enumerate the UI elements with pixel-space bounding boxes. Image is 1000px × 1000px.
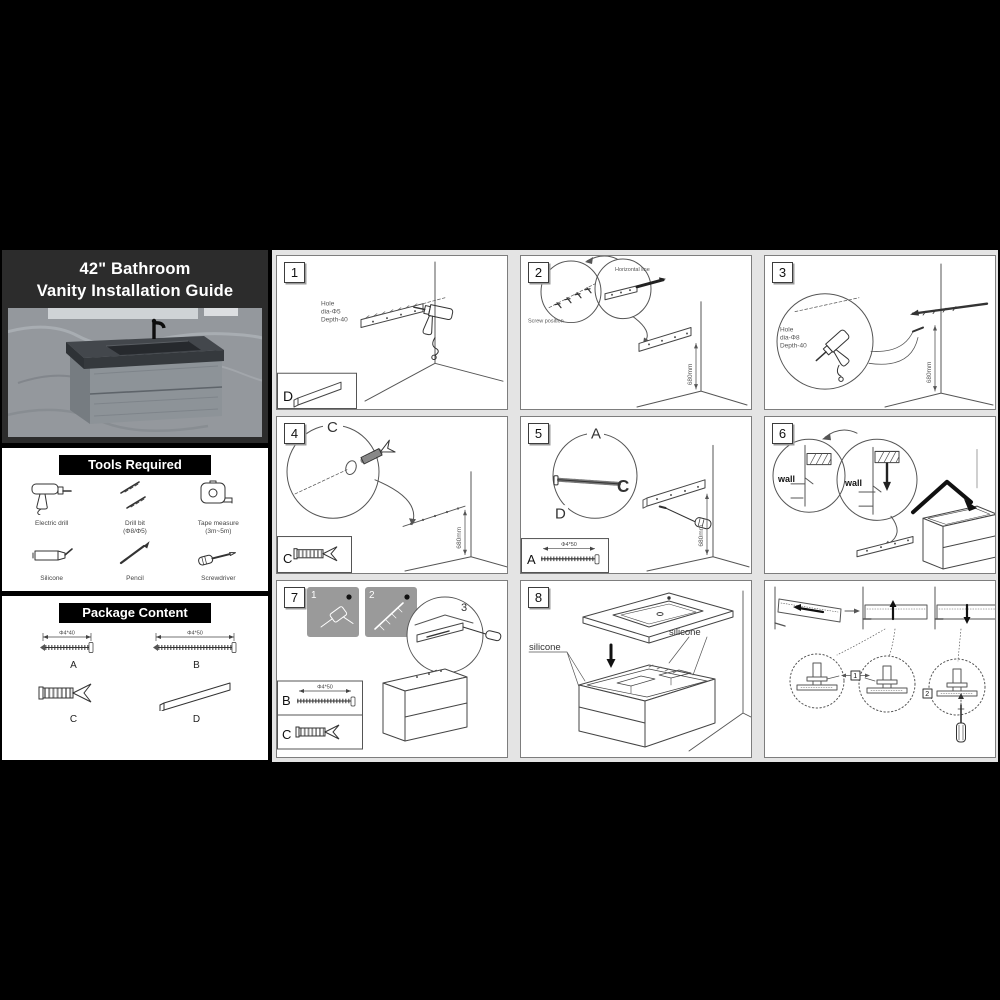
screwdriver-icon <box>195 536 241 570</box>
package-item-label: D <box>192 714 201 725</box>
strip-d-label: D <box>555 505 566 523</box>
rail-detail-circle-3 <box>929 659 985 715</box>
wall-label-2: wall <box>845 477 862 488</box>
installation-steps-grid <box>272 250 998 762</box>
mounting-strip-icon <box>142 677 252 711</box>
screw-b-icon <box>142 627 252 657</box>
height-dimension-label: 680mm <box>698 524 705 547</box>
part-b-dimension: Φ4*50 <box>317 684 333 691</box>
drill-icon <box>812 329 862 382</box>
hole-note-line3: Depth-40 <box>321 316 348 324</box>
step-5-panel <box>520 416 752 574</box>
height-dimension-label: 680mm <box>456 526 463 549</box>
page-title-line1: 42" Bathroom <box>79 260 191 278</box>
step-4-illustration <box>277 417 507 573</box>
place-arrow <box>607 645 616 668</box>
tool-sublabel: (Φ8/Φ5) <box>123 528 147 536</box>
package-item-d <box>135 677 258 725</box>
part-c-inset <box>278 537 352 573</box>
step-1-illustration <box>277 256 507 409</box>
wall-corner <box>885 264 993 407</box>
adjust-tag-1-label: 1 <box>853 673 858 680</box>
step-2-panel <box>520 255 752 410</box>
wall-corner <box>365 262 503 401</box>
screw-a-icon <box>19 627 129 657</box>
anchor-circle-label: C <box>327 419 338 437</box>
height-dimension <box>463 510 467 555</box>
step-7-panel <box>276 580 508 758</box>
tool-item-electric-drill <box>10 477 93 536</box>
wall-bracket <box>643 480 705 508</box>
package-content-header: Package Content <box>59 603 211 623</box>
screw-a-dimension: Φ4*40 <box>58 630 75 637</box>
hole-note-line1: Hole <box>321 300 335 308</box>
step-8-panel <box>520 580 752 758</box>
tool-label: Electric drill <box>35 520 69 527</box>
height-dimension-label: 680mm <box>686 363 695 386</box>
step-4-panel <box>276 416 508 574</box>
horizontal-line-label: Horizontal line <box>615 266 650 273</box>
hole-note-line2: dia-Φ8 <box>780 334 800 342</box>
hole-note-line3: Depth-40 <box>780 342 807 350</box>
electric-drill-icon <box>29 477 75 515</box>
rail-detail-circle-2 <box>859 656 915 712</box>
package-item-a <box>12 627 135 671</box>
wall-anchor-icon <box>19 677 129 711</box>
drill-bit-icon <box>112 477 158 515</box>
product-photo <box>8 308 262 437</box>
leader-line-2 <box>869 337 918 364</box>
height-dimension <box>933 326 937 392</box>
drill-bit-in-wall <box>910 304 987 332</box>
step-3-panel <box>764 255 996 410</box>
cabinet <box>579 665 715 747</box>
step-9-illustration <box>765 581 995 757</box>
part-a-dimension: Φ4*50 <box>561 542 577 549</box>
rail-detail-circle-1 <box>790 654 844 708</box>
tool-item-screwdriver <box>177 536 260 583</box>
part-b-label: B <box>282 693 291 708</box>
sink-top <box>583 593 733 643</box>
pencil-icon <box>112 536 158 570</box>
part-b-inset <box>278 681 363 715</box>
step-number: 6 <box>772 423 793 444</box>
page-title-line2: Vanity Installation Guide <box>36 281 234 300</box>
tool-item-drill-bit <box>93 477 176 536</box>
package-item-label: C <box>69 714 78 725</box>
wall-label-1: wall <box>778 473 795 484</box>
package-content-panel <box>2 596 268 760</box>
screwdriver-icon <box>957 693 966 742</box>
tool-label: Screwdriver <box>201 575 236 583</box>
step-5-illustration <box>521 417 751 573</box>
step-3-illustration <box>765 256 995 409</box>
inset-1-tag: 1 <box>311 590 317 601</box>
circle-3-tag: 3 <box>461 602 468 614</box>
package-item-c <box>12 677 135 725</box>
height-dimension-label: 680mm <box>925 361 934 384</box>
cabinet <box>383 669 467 741</box>
package-items <box>2 625 268 725</box>
vanity-photo-illustration <box>8 308 262 437</box>
anchor-icon <box>360 440 395 466</box>
fasten-detail-circle <box>407 597 502 673</box>
step-6-panel <box>764 416 996 574</box>
hang-arrow <box>913 482 977 512</box>
silicone-label-left: silicone <box>529 642 561 653</box>
page-title <box>2 250 268 303</box>
tool-label: Drill bit <box>125 520 145 527</box>
tools-list <box>2 477 268 583</box>
leader-arrow <box>633 317 647 342</box>
step-7-illustration <box>277 581 507 757</box>
leader-arrow <box>887 516 897 544</box>
hole-note-line1: Hole <box>780 326 794 334</box>
tool-item-tape-measure <box>177 477 260 536</box>
screw-b-dimension: Φ4*50 <box>186 630 203 637</box>
step-number: 5 <box>528 423 549 444</box>
screw-position-label: Screw position <box>528 318 564 325</box>
wall-bracket <box>857 537 913 557</box>
tape-measure-icon <box>195 477 241 515</box>
silicone-icon <box>29 536 75 570</box>
tool-label: Pencil <box>126 575 144 583</box>
package-item-label: A <box>70 660 77 671</box>
title-panel <box>2 250 268 443</box>
step-1-panel <box>276 255 508 410</box>
tools-required-panel <box>2 448 268 591</box>
screw-position-detail-circle <box>541 261 601 323</box>
inset-2-tag: 2 <box>369 590 375 601</box>
step-number: 4 <box>284 423 305 444</box>
step-number: 7 <box>284 587 305 608</box>
step-number: 2 <box>528 262 549 283</box>
step-8-illustration <box>521 581 751 757</box>
wall-corner <box>637 302 747 407</box>
silicone-label-right: silicone <box>669 627 701 638</box>
tool-item-silicone <box>10 536 93 583</box>
tool-sublabel: (3m~5m) <box>205 528 232 536</box>
cabinet <box>923 449 995 569</box>
hole-note-line2: dia-Φ5 <box>321 308 341 316</box>
package-item-label: B <box>193 660 200 671</box>
package-item-b <box>135 627 258 671</box>
part-d-inset <box>278 373 357 408</box>
part-c-label: C <box>283 550 293 566</box>
leader-line-1 <box>871 332 913 352</box>
screw-icon <box>554 476 619 485</box>
step-9-panel <box>764 580 996 758</box>
part-a-inset <box>522 539 609 573</box>
drawer-down-diagram <box>935 587 995 629</box>
step-number: 8 <box>528 587 549 608</box>
anchor-c-label: C <box>617 476 630 496</box>
part-c-inset <box>278 715 363 749</box>
part-d-label: D <box>283 388 294 405</box>
tool-item-pencil <box>93 536 176 583</box>
tool-label: Tape measure <box>197 520 239 527</box>
part-c-label: C <box>282 727 292 742</box>
step-6-illustration <box>765 417 995 573</box>
height-dimension <box>694 343 698 389</box>
drawer-tilt-diagram <box>775 587 841 629</box>
tools-required-header: Tools Required <box>59 455 211 475</box>
adjust-tag-2-label: 2 <box>925 691 930 698</box>
leader-arrow <box>375 480 414 522</box>
screw-a-label: A <box>591 425 601 443</box>
tool-label: Silicone <box>40 575 64 583</box>
step-number: 1 <box>284 262 305 283</box>
wall-corner <box>405 472 507 571</box>
part-a-label: A <box>527 551 536 567</box>
step-number: 3 <box>772 262 793 283</box>
drawer-up-diagram <box>863 587 927 629</box>
step-2-illustration <box>521 256 751 409</box>
